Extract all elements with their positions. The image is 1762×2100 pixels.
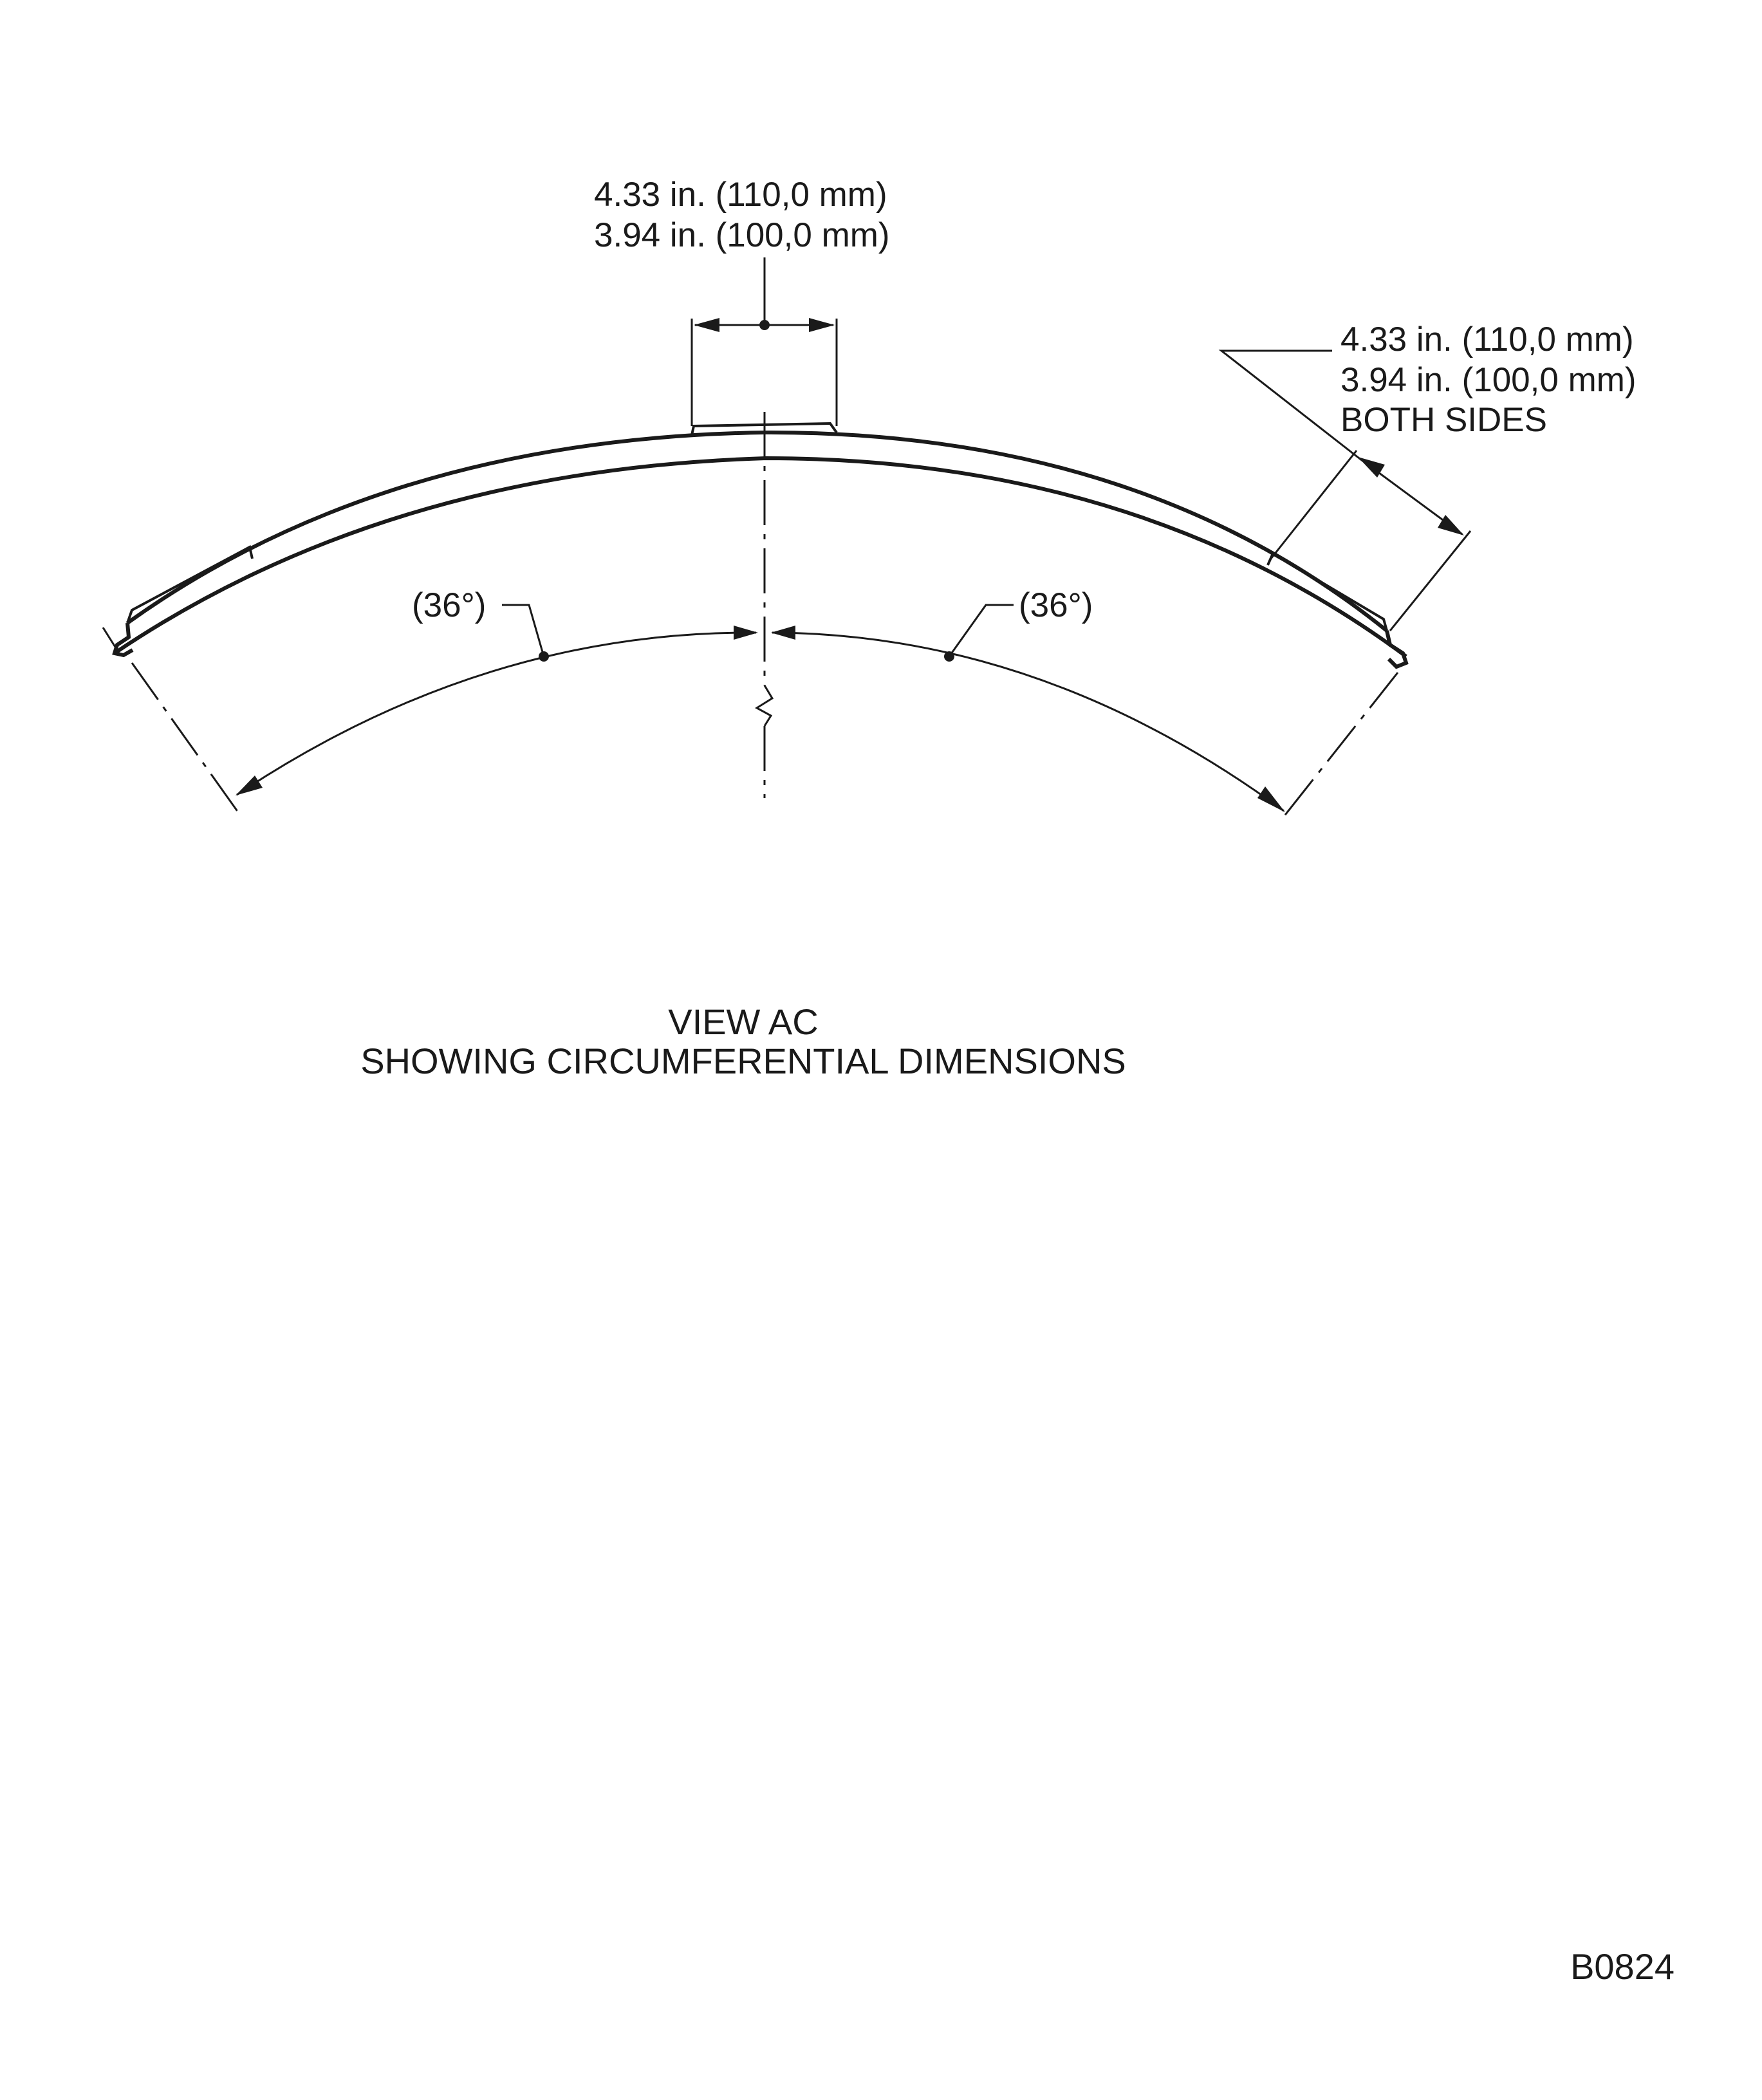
angle-arrow-right-end [1257,786,1285,812]
figure-code: B0824 [1570,1946,1674,1987]
right-angle-dot [944,651,954,662]
end-extension-outer [1390,531,1470,631]
angle-arrow-center-right [771,626,795,640]
left-angle-leader [502,605,544,656]
top-dimension-min: 3.94 in. (100,0 mm) [594,216,890,254]
right-angle-label: (36°) [1019,586,1093,624]
end-dimension-min: 3.94 in. (100,0 mm) [1340,361,1637,399]
end-dimension-note: BOTH SIDES [1340,401,1548,439]
right-angle-leader [949,605,1014,656]
end-leader [1221,351,1359,458]
angle-arc-left [237,633,756,795]
right-end-tab [1387,631,1406,667]
top-arrow-left [694,318,719,332]
top-dimension-max: 4.33 in. (110,0 mm) [594,176,887,214]
left-radial-line [132,663,238,812]
right-radial-line [1281,673,1398,821]
view-title: VIEW AC [668,1001,819,1042]
segment-outer-arc [127,432,1387,631]
left-angle-label: (36°) [412,586,487,624]
left-end-tick [103,627,117,650]
top-arrow-right [809,318,835,332]
angle-arrow-left-end [236,776,263,795]
top-leader-dot [759,320,770,330]
end-extension-inner [1271,451,1357,559]
center-line-break [757,685,772,726]
segment-inner-arc [115,458,1406,656]
left-angle-dot [539,651,549,662]
end-dimension-max: 4.33 in. (110,0 mm) [1340,321,1634,358]
left-end-tab [115,623,133,655]
angle-arc-right [772,633,1284,811]
view-subtitle: SHOWING CIRCUMFERENTIAL DIMENSIONS [360,1041,1126,1081]
angle-arrow-center-left [734,626,758,640]
